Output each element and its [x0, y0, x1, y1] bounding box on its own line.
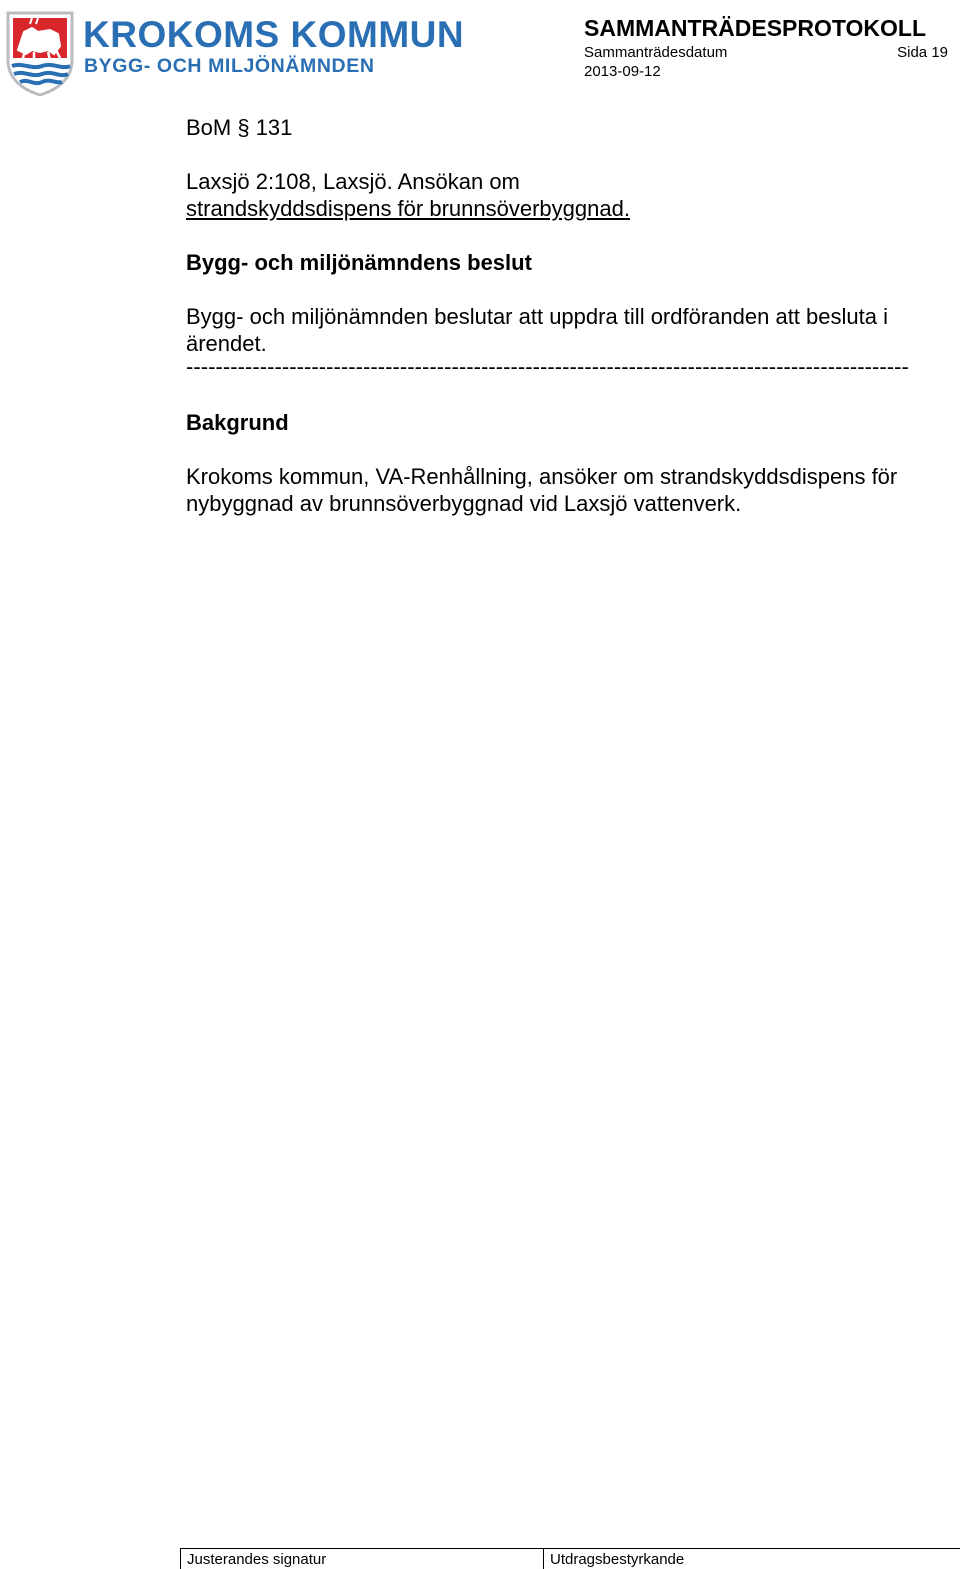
document-type-title: SAMMANTRÄDESPROTOKOLL	[584, 15, 927, 41]
footer-divider	[543, 1549, 544, 1569]
logo-municipality-name: KROKOMS KOMMUN	[83, 14, 465, 55]
decision-heading: Bygg- och miljönämndens beslut	[186, 250, 532, 275]
subject-underlined: strandskyddsdispens för brunnsöverbyggnad.	[186, 196, 630, 221]
section-divider: --------------------------------------------------------------------------------------------------	[186, 357, 909, 377]
meeting-date: 2013-09-12	[584, 63, 661, 80]
page-number: Sida 19	[897, 44, 948, 61]
signature-footer	[180, 1548, 960, 1569]
logo	[4, 10, 465, 96]
background-heading: Bakgrund	[186, 410, 289, 435]
logo-committee-name: BYGG- OCH MILJÖNÄMNDEN	[84, 55, 375, 77]
background-text: Krokoms kommun, VA-Renhållning, ansöker om strandskyddsdispens för nybyggnad av brunnsöverbyggnad vid Laxsjö vattenverk.	[186, 464, 898, 516]
paragraph-reference: BoM § 131	[186, 115, 293, 140]
subject-line-1: Laxsjö 2:108, Laxsjö. Ansökan om	[186, 169, 520, 194]
meeting-date-label: Sammanträdesdatum	[584, 44, 728, 61]
municipal-coat-of-arms-icon	[4, 10, 76, 96]
document-body	[186, 114, 956, 517]
subject-line-2	[186, 195, 956, 222]
decision-text: Bygg- och miljönämnden beslutar att uppdra till ordföranden att besluta i ärendet.	[186, 304, 888, 356]
footer-signature-label: Justerandes signatur	[187, 1551, 327, 1568]
footer-certification-label: Utdragsbestyrkande	[550, 1551, 685, 1568]
